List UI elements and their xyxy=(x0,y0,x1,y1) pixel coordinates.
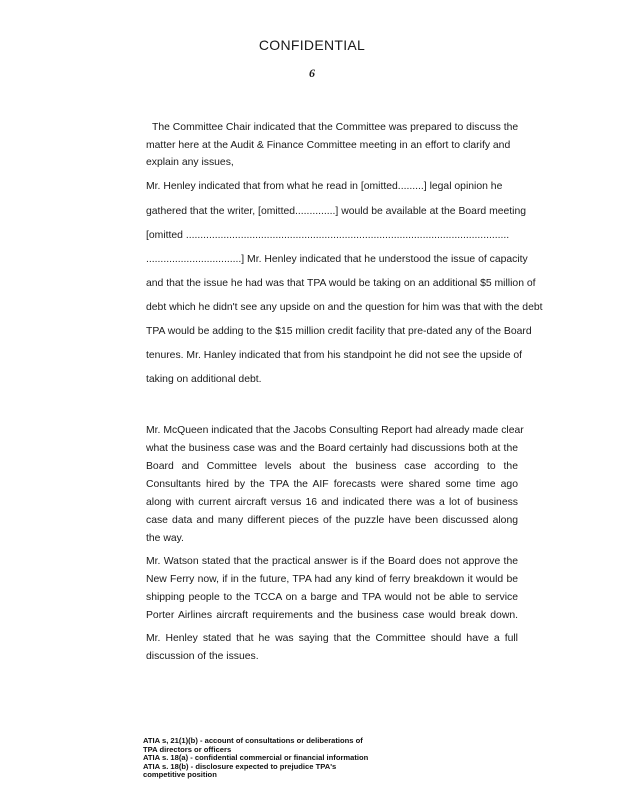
text-line: TPA would be adding to the $15 million credit facility that pre-dated any of the Board xyxy=(146,326,532,337)
text-line: .................................] Mr. Henley indicated that he understood the issue of capacity xyxy=(146,254,528,265)
page-header: CONFIDENTIAL xyxy=(258,37,366,53)
text-line: what the business case was and the Board certainly had discussions both at the xyxy=(146,443,518,454)
text-line: Mr. Henley stated that he was saying that the Committee should have a full xyxy=(146,633,518,644)
text-line: the way. xyxy=(146,533,184,544)
footnote-line: ATIA s. 18(a) - confidential commercial or financial information xyxy=(143,753,369,763)
text-line: along with current aircraft versus 16 and indicated there was a lot of business xyxy=(146,497,518,508)
text-line: debt which he didn't see any upside on and the question for him was that with the debt xyxy=(146,302,543,313)
text-line: Mr. Henley indicated that from what he read in [omitted.........] legal opinion he xyxy=(146,181,503,192)
text-line: Consultants hired by the TPA the AIF forecasts were shared some time ago xyxy=(146,479,518,490)
text-line: gathered that the writer, [omitted..............] would be available at the Board meeting xyxy=(146,206,527,217)
text-line: Mr. Watson stated that the practical answer is if the Board does not approve the xyxy=(146,556,518,567)
footnote-line: TPA directors or officers xyxy=(143,744,232,754)
text-line: taking on additional debt. xyxy=(146,374,262,385)
text-line: matter here at the Audit & Finance Committee meeting in an effort to clarify and xyxy=(146,140,511,151)
text-line: shipping people to the TCCA on a barge and TPA would not be able to service xyxy=(146,592,518,603)
footnote-line: competitive position xyxy=(143,770,217,780)
text-line: Board and Committee levels about the business case according to the xyxy=(146,461,518,472)
page-number: 6 xyxy=(309,66,315,80)
text-line: New Ferry now, if in the future, TPA had any kind of ferry breakdown it would be xyxy=(146,574,518,585)
text-line: The Committee Chair indicated that the Committee was prepared to discuss the xyxy=(152,122,519,133)
text-line: Porter Airlines aircraft requirements and the business case would break down. xyxy=(146,610,518,621)
footnote-line: ATIA s. 18(b) - disclosure expected to prejudice TPA's xyxy=(143,761,337,771)
text-line: and that the issue he had was that TPA would be taking on an additional $5 million of xyxy=(146,278,536,289)
text-line: explain any issues, xyxy=(146,157,234,168)
atia-footnote xyxy=(143,737,368,780)
text-line: [omitted ................................................................................................................ xyxy=(146,230,510,241)
text-line: Mr. McQueen indicated that the Jacobs Consulting Report had already made clear xyxy=(146,425,524,436)
text-line: case data and many different pieces of the puzzle have been discussed along xyxy=(146,515,518,526)
text-line: discussion of the issues. xyxy=(146,651,259,662)
footnote-line: ATIA s, 21(1)(b) - account of consultations or deliberations of xyxy=(143,736,363,745)
text-line: tenures. Mr. Hanley indicated that from his standpoint he did not see the upside of xyxy=(146,350,523,361)
